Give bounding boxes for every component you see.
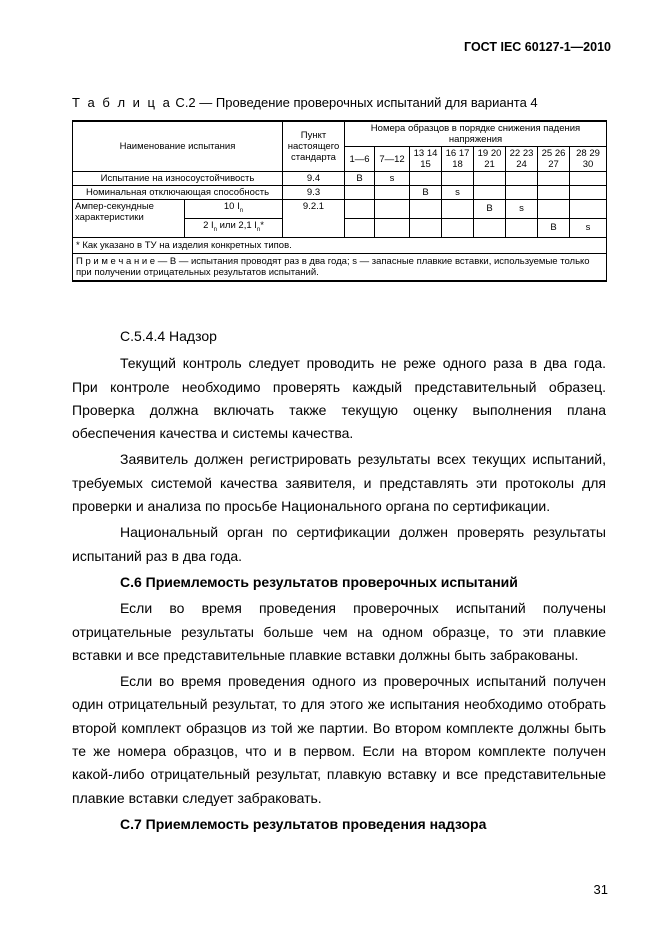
table-cell [506, 172, 538, 186]
table-cell [474, 218, 506, 237]
col-header-clause: Пункт настоящего стандарта [283, 121, 345, 172]
table-cell: s [570, 218, 607, 237]
table-cell [410, 218, 442, 237]
sample-group-header: 1—6 [345, 147, 375, 172]
table-cell [442, 218, 474, 237]
table-cell [474, 186, 506, 200]
page-number: 31 [593, 882, 608, 897]
row-test-name: Испытание на износоустойчивость [73, 172, 283, 186]
test-table [72, 120, 607, 282]
table-cell [570, 186, 607, 200]
table-title [72, 95, 538, 110]
ampere-subrow-label: 10 $I_n$ [185, 200, 283, 219]
table-cell [375, 218, 410, 237]
table-cell [538, 200, 570, 219]
table-title-label: Т а б л и ц а [72, 95, 172, 110]
sample-group-header: 28 29 30 [570, 147, 607, 172]
col-header-test-name: Наименование испытания [73, 121, 283, 172]
row-test-name: Ампер-секундные характеристики [73, 200, 185, 238]
table-cell [345, 218, 375, 237]
row-clause: 9.2.1 [283, 200, 345, 238]
document-header: ГОСТ IEC 60127-1—2010 [464, 40, 611, 54]
table-footnote: * Как указано в ТУ на изделия конкретных типов. [73, 237, 607, 253]
table-cell: s [506, 200, 538, 219]
col-header-samples: Номера образцов в порядке снижения падения напряжения [345, 121, 607, 147]
paragraph: Национальный орган по сертификации должен проверять результаты испытаний раз в два года. [72, 524, 606, 564]
table-cell [345, 186, 375, 200]
sample-group-header: 13 14 15 [410, 147, 442, 172]
table-cell [410, 172, 442, 186]
sample-group-header: 7—12 [375, 147, 410, 172]
table-cell: В [538, 218, 570, 237]
table-row [73, 200, 607, 219]
section-heading: С.5.4.4 Надзор [120, 328, 217, 344]
table-cell: s [375, 172, 410, 186]
paragraph: Текущий контроль следует проводить не реже одного раза в два года. При контроле необходимо проверять каждый представительный образец. Проверка должна включать также текущую оценку выполнения плана обеспечения качества и системы качества. [72, 355, 606, 442]
table-row [73, 172, 607, 186]
paragraph: Заявитель должен регистрировать результаты всех текущих испытаний, требуемых системой качества заявителя, и представлять эти протоколы для проверки и анализа по просьбе Национального органа по сертификации. [72, 451, 606, 515]
ampere-subrow-label: 2 $I_n$ или 2,1 $I_n*$ [185, 218, 283, 237]
sample-group-header: 22 23 24 [506, 147, 538, 172]
paragraph: Если во время проведения проверочных испытаний получены отрицательные результаты больше чем на одном образце, то эти плавкие вставки и все представительные плавкие вставки должны быть забракованы. [72, 600, 606, 663]
table-cell [442, 200, 474, 219]
table-cell [474, 172, 506, 186]
note-text: — В — испытания проводят раз в два года; s — запасные плавкие вставки, используемые только при получении отрицательных результатов испытаний. [76, 255, 590, 278]
sample-group-header: 16 17 18 [442, 147, 474, 172]
table-cell [375, 200, 410, 219]
table-title-text: С.2 — Проведение проверочных испытаний для варианта 4 [171, 95, 538, 110]
table-cell [538, 172, 570, 186]
table-row [73, 186, 607, 200]
table-cell: В [410, 186, 442, 200]
table-cell [570, 172, 607, 186]
body-text [72, 325, 606, 836]
row-clause: 9.4 [283, 172, 345, 186]
paragraph: Если во время проведения одного из проверочных испытаний получен один отрицательный результат, то для этого же испытания необходимо отобрать второй комплект образцов из той же партии. Во втором комплекте должны быть те же номера образцов, что и в первом. Если на втором комплекте получен какой-либо отрицательный результат, плавкую вставку и все представительные плавкие вставки следует забраковать. [72, 673, 606, 806]
note-label: П р и м е ч а н и е [76, 255, 156, 267]
table-cell [345, 200, 375, 219]
table-cell [506, 218, 538, 237]
table-cell [506, 186, 538, 200]
table-cell: В [474, 200, 506, 219]
table-cell [570, 200, 607, 219]
table-cell [375, 186, 410, 200]
section-heading: С.7 Приемлемость результатов проведения надзора [120, 815, 487, 832]
table-cell: s [442, 186, 474, 200]
table-note [73, 253, 607, 281]
row-clause: 9.3 [283, 186, 345, 200]
table-cell [410, 200, 442, 219]
sample-group-header: 19 20 21 [474, 147, 506, 172]
row-test-name: Номинальная отключающая способность [73, 186, 283, 200]
section-heading: С.6 Приемлемость результатов проверочных испытаний [120, 573, 518, 590]
table-cell [538, 186, 570, 200]
table-cell: В [345, 172, 375, 186]
table-cell [442, 172, 474, 186]
sample-group-header: 25 26 27 [538, 147, 570, 172]
